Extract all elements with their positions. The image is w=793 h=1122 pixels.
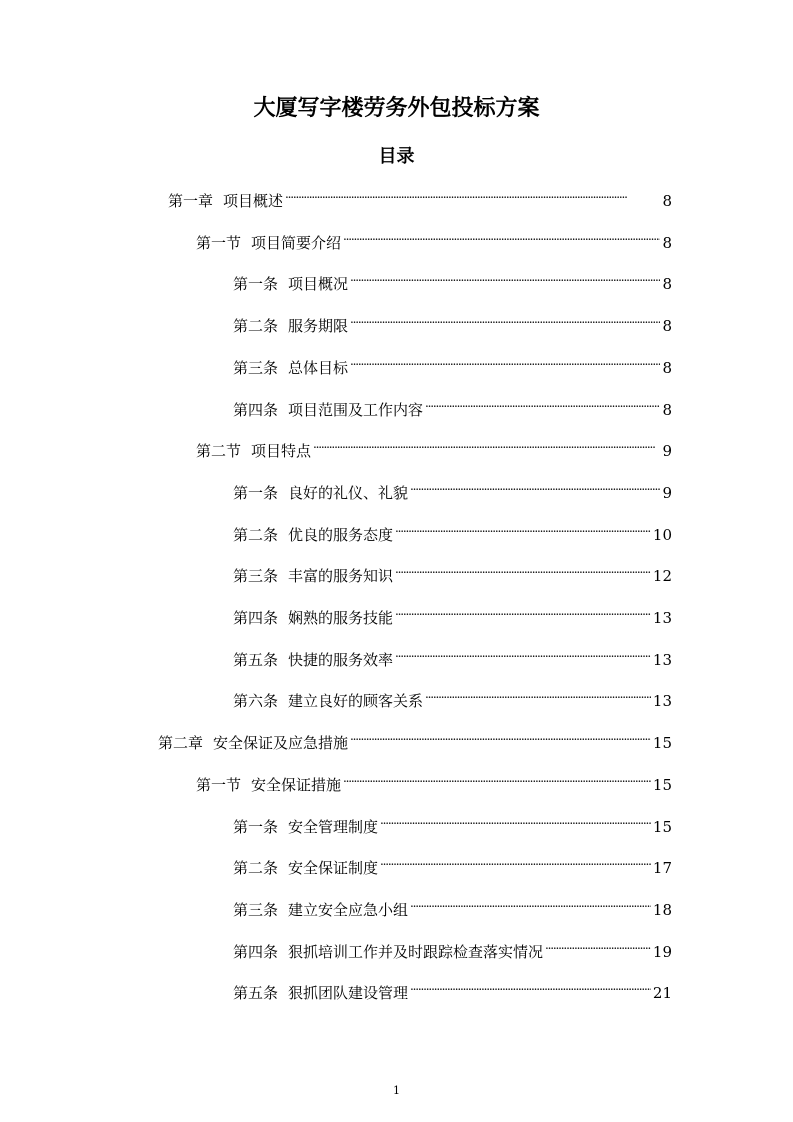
toc-entry[interactable] (233, 269, 672, 296)
toc-entry-page: 13 (652, 609, 672, 627)
toc-entry-title: 安全管理制度 (288, 817, 379, 836)
toc-entry-title: 服务期限 (288, 317, 349, 336)
toc-entry-page: 13 (652, 650, 672, 669)
toc-entry[interactable] (168, 186, 672, 213)
toc-leader-dots (343, 770, 651, 790)
toc-entry[interactable] (233, 853, 672, 880)
toc-entry[interactable] (233, 937, 672, 964)
toc-leader-dots (410, 478, 660, 498)
toc-entry-number: 第五条 (233, 650, 279, 669)
toc-entry-page: 9 (662, 483, 672, 502)
toc-entry-title: 安全保证及应急措施 (213, 734, 349, 753)
toc-entry-page: 13 (652, 692, 672, 711)
toc-entry[interactable] (233, 645, 672, 672)
toc-leader-dots (545, 937, 651, 957)
toc-entry-number: 第一条 (233, 275, 279, 294)
toc-entry-number: 第五条 (233, 984, 279, 1003)
toc-leader-dots (425, 395, 660, 415)
toc-entry[interactable] (196, 770, 672, 797)
toc-entry-title: 狠抓团队建设管理 (288, 984, 409, 1003)
toc-entry-number: 第一章 (168, 192, 214, 210)
toc-entry-number: 第一条 (233, 817, 279, 836)
toc-leader-dots (350, 353, 660, 373)
toc-entry[interactable] (233, 686, 672, 713)
toc-entry-title: 优良的服务态度 (288, 525, 394, 544)
toc-entry-number: 第二章 (158, 734, 204, 753)
toc-leader-dots (313, 436, 660, 456)
toc-entry-page: 15 (652, 775, 672, 794)
toc-entry-page: 12 (652, 567, 672, 586)
toc-entry-number: 第六条 (233, 692, 279, 711)
toc-heading: 目录 (378, 146, 415, 167)
toc-entry-title: 项目概述 (223, 192, 284, 210)
toc-entry[interactable] (233, 812, 672, 839)
toc-entry-number: 第三条 (233, 900, 279, 919)
toc-entry-title: 娴熟的服务技能 (288, 609, 394, 627)
toc-entry-page: 19 (652, 942, 672, 961)
toc-entry-title: 快捷的服务效率 (288, 650, 394, 669)
toc-entry-title: 良好的礼仪、礼貌 (288, 483, 409, 502)
toc-entry[interactable] (233, 561, 672, 588)
toc-entry-number: 第一节 (196, 233, 242, 252)
toc-entry-number: 第四条 (233, 400, 279, 419)
toc-entry[interactable] (158, 728, 672, 755)
toc-entry-number: 第三条 (233, 567, 279, 586)
toc-entry[interactable] (233, 978, 672, 1005)
toc-leader-dots (380, 812, 651, 832)
toc-entry-title: 安全保证措施 (251, 775, 342, 794)
toc-entry-title: 项目范围及工作内容 (288, 400, 424, 419)
document-title: 大厦写字楼劳务外包投标方案 (253, 96, 540, 121)
toc-entry-title: 项目特点 (251, 442, 312, 461)
toc-entry-title: 安全保证制度 (288, 859, 379, 878)
toc-leader-dots (425, 686, 651, 706)
toc-entry[interactable] (233, 311, 672, 338)
toc-entry-page: 8 (662, 400, 672, 419)
toc-entry-page: 21 (652, 984, 672, 1003)
toc-entry-number: 第二条 (233, 525, 279, 544)
toc-entry-page: 15 (652, 817, 672, 836)
toc-leader-dots (380, 853, 651, 873)
toc-entry-title: 项目概况 (288, 275, 349, 294)
toc-entry-title: 建立良好的顾客关系 (288, 692, 424, 711)
toc-entry-page: 8 (662, 358, 672, 377)
toc-leader-dots (410, 895, 651, 915)
toc-entry-number: 第二条 (233, 859, 279, 878)
toc-entry-title: 项目简要介绍 (251, 233, 342, 252)
toc-entry[interactable] (233, 353, 672, 380)
toc-leader-dots (395, 603, 651, 623)
toc-entry-number: 第二节 (196, 442, 242, 461)
toc-leader-dots (350, 728, 651, 748)
toc-leader-dots (350, 311, 660, 331)
toc-entry-page: 15 (652, 734, 672, 753)
toc-entry[interactable] (233, 895, 672, 922)
toc-entry-number: 第四条 (233, 942, 279, 961)
toc-leader-dots (410, 978, 651, 998)
toc-entry[interactable] (233, 520, 672, 547)
toc-entry[interactable] (233, 395, 672, 422)
toc-entry-page: 8 (662, 275, 672, 294)
toc-leader-dots (285, 186, 660, 206)
toc-entry[interactable] (233, 603, 672, 630)
toc-entry-page: 8 (662, 192, 672, 210)
toc-leader-dots (395, 645, 651, 665)
toc-entry-number: 第三条 (233, 358, 279, 377)
toc-leader-dots (343, 228, 660, 248)
toc-leader-dots (395, 561, 651, 581)
toc-entry-page: 9 (662, 442, 672, 461)
toc-entry-page: 18 (652, 900, 672, 919)
toc-entry-title: 狠抓培训工作并及时跟踪检查落实情况 (288, 942, 544, 961)
toc-entry-page: 8 (662, 233, 672, 252)
toc-leader-dots (395, 520, 651, 540)
toc-entry[interactable] (233, 478, 672, 505)
toc-entry-page: 17 (652, 859, 672, 878)
toc-entry-title: 建立安全应急小组 (288, 900, 409, 919)
toc-entry-number: 第一条 (233, 483, 279, 502)
toc-entry[interactable] (196, 228, 672, 255)
toc-entry-number: 第一节 (196, 775, 242, 794)
toc-entry[interactable] (196, 436, 672, 463)
toc-entry-number: 第二条 (233, 317, 279, 336)
toc-entry-title: 总体目标 (288, 358, 349, 377)
toc-entry-number: 第四条 (233, 609, 279, 627)
toc-entry-title: 丰富的服务知识 (288, 567, 394, 586)
toc-leader-dots (350, 269, 660, 289)
toc-entry-page: 10 (652, 525, 672, 544)
page-number: 1 (393, 1084, 400, 1097)
toc-entry-page: 8 (662, 317, 672, 336)
